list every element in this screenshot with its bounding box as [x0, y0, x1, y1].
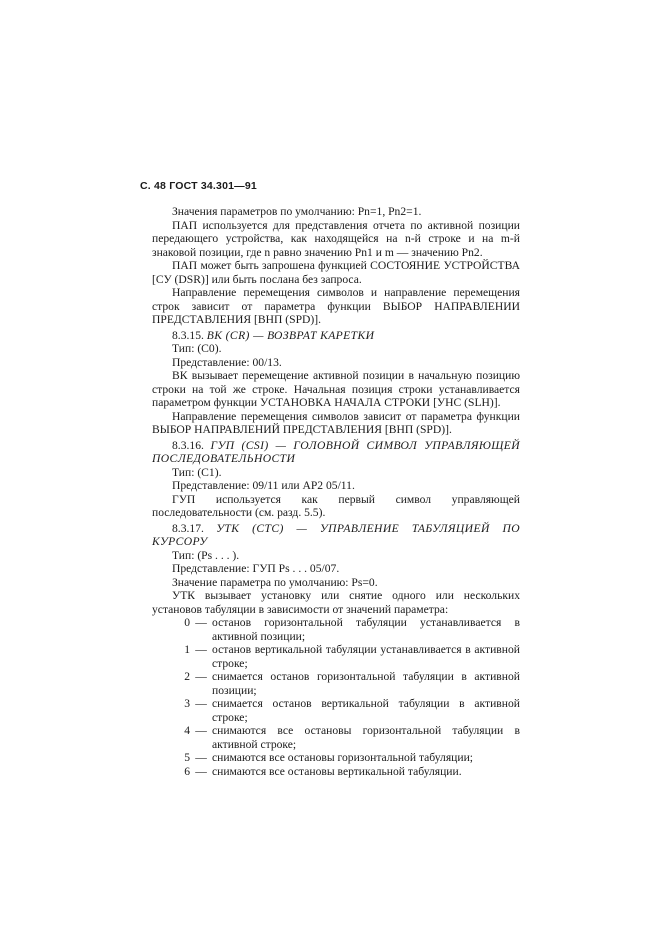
section-default: Значение параметра по умолчанию: Ps=0. [172, 575, 378, 589]
item-text: снимается останов вертикальной табуляции в активной строке; [212, 697, 520, 724]
paragraph: Направление перемещения символов зависит от параметра функции ВЫБОР НАПРАВЛЕНИЙ ПРЕДСТАВЛЕНИЯ [ВНП (SPD)]. [152, 409, 520, 436]
item-text: останов горизонтальной табуляции устанавливается в активной позиции; [212, 616, 520, 643]
paragraph: Значения параметров по умолчанию: Pn=1, Pn2=1. [172, 205, 422, 218]
section-heading [152, 522, 520, 549]
paragraph: ПАП может быть запрошена функцией СОСТОЯНИЕ УСТРОЙСТВА [СУ (DSR)] или быть послана без запроса. [152, 259, 520, 286]
paragraph: ПАП используется для представления отчета по активной позиции передающего устройства, как находящейся на n-й строке и на m-й знаковой позиции, где n равно значению Pn1 и m — значению Pn2. [152, 218, 520, 259]
item-number: 3 [184, 697, 190, 710]
item-number: 2 [184, 670, 190, 683]
list-item [172, 643, 520, 670]
section-type: Тип: (Ps . . . ). [172, 548, 240, 562]
section-number: 8.3.17. [172, 521, 204, 535]
page-header: С. 48 ГОСТ 34.301—91 [140, 180, 257, 192]
list-item [172, 724, 520, 751]
item-number: 1 [184, 643, 190, 656]
dash: — [195, 724, 207, 737]
item-number: 5 [184, 751, 190, 764]
section-type: Тип: (C1). [172, 465, 222, 479]
section-heading [152, 329, 520, 343]
paragraph: ГУП используется как первый символ управляющей последовательности (см. разд. 5.5). [152, 492, 520, 519]
paragraph: Направление перемещения символов и направление перемещения строк зависит от параметра функции ВЫБОР НАПРАВЛЕНИИ ПРЕДСТАВЛЕНИЯ [ВНП (SPD)]. [152, 286, 520, 326]
dash: — [195, 751, 207, 764]
item-text: снимаются все остановы вертикальной табуляции. [212, 764, 462, 778]
section-type: Тип: (C0). [172, 342, 222, 355]
dash: — [195, 670, 207, 683]
item-number: 6 [184, 764, 190, 778]
list-item [172, 765, 520, 779]
paragraph: ВК вызывает перемещение активной позиции в начальную позицию строки на той же строке. Начальная позиция строки устанавливается параметром функции УСТАНОВКА НАЧАЛА СТРОКИ [УНС (SLH)]. [152, 369, 520, 409]
parameter-list [152, 616, 520, 778]
dash: — [195, 616, 207, 629]
dash: — [195, 643, 207, 656]
list-item [172, 616, 520, 643]
dash: — [195, 764, 207, 778]
item-text: снимается останов горизонтальной табуляции в активной позиции; [212, 670, 520, 697]
section-representation: Представление: 09/11 или АР2 05/11. [172, 479, 355, 492]
item-text: снимаются все остановы горизонтальной табуляции в активной строке; [212, 724, 520, 751]
section-title: ГУП (CSI) — ГОЛОВНОЙ СИМВОЛ УПРАВЛЯЮЩЕЙ ПОСЛЕДОВАТЕЛЬНОСТИ [152, 438, 520, 465]
paragraph: УТК вызывает установку или снятие одного или нескольких установов табуляции в зависимости от значений параметра: [152, 589, 520, 616]
item-text: останов вертикальной табуляции устанавливается в активной строке; [212, 643, 520, 670]
section-title: УТК (CTC) — УПРАВЛЕНИЕ ТАБУЛЯЦИЕЙ ПО КУРСОРУ [152, 521, 520, 548]
list-item [172, 670, 520, 697]
dash: — [195, 697, 207, 710]
item-text: снимаются все остановы горизонтальной табуляции; [212, 751, 474, 764]
section-representation: Представление: ГУП Ps . . . 05/07. [172, 562, 340, 575]
section-number: 8.3.15. [172, 328, 204, 342]
section-heading [152, 439, 520, 466]
document-body [152, 205, 520, 778]
section-representation: Представление: 00/13. [172, 355, 282, 369]
item-number: 4 [184, 724, 190, 737]
list-item [172, 697, 520, 724]
section-number: 8.3.16. [172, 438, 204, 452]
item-number: 0 [184, 616, 190, 629]
list-item [172, 751, 520, 765]
section-title: ВК (CR) — ВОЗВРАТ КАРЕТКИ [206, 328, 375, 342]
